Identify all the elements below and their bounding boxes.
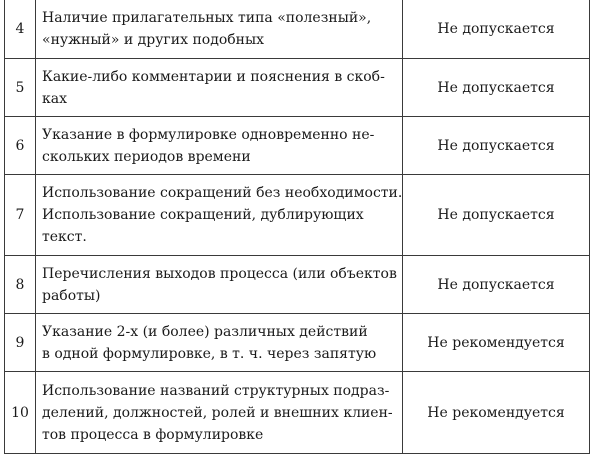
description-line: Какие-либо комментарии и пояснения в скоб-	[42, 68, 385, 85]
description-line: тов процесса в формулировке	[42, 426, 264, 443]
row-description	[36, 314, 403, 372]
row-description	[36, 59, 403, 117]
row-description	[36, 0, 403, 59]
table-row	[5, 59, 590, 117]
table-row	[5, 372, 590, 454]
description-line: «нужный» и других подобных	[42, 32, 265, 48]
row-number: 9	[5, 314, 36, 372]
description-line: Использование сокращений, дублирующих	[42, 207, 364, 223]
description-line: скольких периодов времени	[42, 148, 251, 165]
description-line: Указание 2-х (и более) различных действий	[42, 323, 368, 340]
row-number: 5	[5, 59, 36, 117]
row-number: 4	[5, 0, 36, 59]
description-line: делений, должностей, ролей и внешних клиен-	[42, 404, 393, 421]
table-row	[5, 117, 590, 175]
description-line: Перечисления выходов процесса (или объектов	[42, 265, 397, 282]
description-line: в одной формулировке, в т. ч. через запятую	[42, 345, 377, 362]
row-status: Не допускается	[403, 117, 590, 175]
row-description	[36, 256, 403, 314]
row-number: 6	[5, 117, 36, 175]
row-description	[36, 117, 403, 175]
table-row	[5, 314, 590, 372]
description-line: работы)	[42, 287, 101, 304]
description-line: Использование сокращений без необходимости.	[42, 185, 403, 201]
row-number: 10	[5, 372, 36, 454]
rules-table	[4, 0, 590, 454]
row-status: Не допускается	[403, 256, 590, 314]
row-status: Не рекомендуется	[403, 314, 590, 372]
description-line: Использование названий структурных подраз-	[42, 382, 390, 399]
row-number: 8	[5, 256, 36, 314]
description-line: текст.	[42, 229, 87, 245]
row-status: Не допускается	[403, 59, 590, 117]
row-status: Не рекомендуется	[403, 372, 590, 454]
row-description	[36, 175, 403, 256]
table-row	[5, 0, 590, 59]
row-number: 7	[5, 175, 36, 256]
description-line: Указание в формулировке одновременно не-	[42, 126, 375, 143]
row-status: Не допускается	[403, 175, 590, 256]
row-description	[36, 372, 403, 454]
row-status: Не допускается	[403, 0, 590, 59]
description-line: ках	[42, 90, 67, 107]
description-line: Наличие прилагательных типа «полезный»,	[42, 10, 372, 26]
table-row	[5, 175, 590, 256]
table-row	[5, 256, 590, 314]
